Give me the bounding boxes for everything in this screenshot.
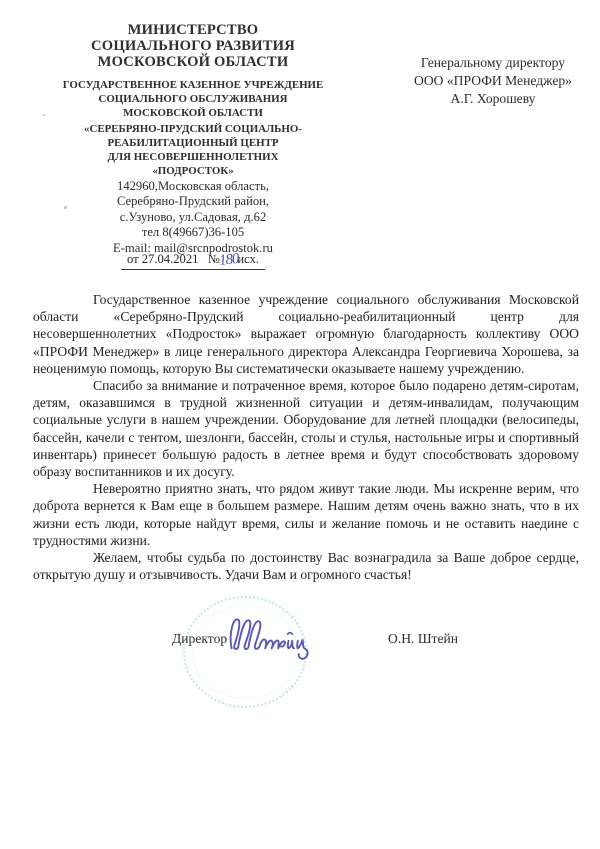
number-sign: № <box>207 252 220 266</box>
body-paragraph: Невероятно приятно знать, что рядом живут такие люди. Мы искренне верим, что доброта вернется к Вам еще в большем размере. Нашим детям очень важно знать, что в их жизни есть люди, которые найдут время, силы и желание помочь и не оставить наедине с трудностями жизни. <box>33 481 579 548</box>
institution-line: МОСКОВСКОЙ ОБЛАСТИ <box>123 106 263 119</box>
center-name <box>26 122 360 178</box>
center-name-line: «ПОДРОСТОК» <box>152 165 234 177</box>
recipient-line: А.Г. Хорошеву <box>450 91 536 107</box>
recipient-line: ООО «ПРОФИ Менеджер» <box>414 73 572 89</box>
body-paragraph: Государственное казенное учреждение социального обслуживания Московской области «Серебряно-Прудский социально-реабилитационный центр для несовершеннолетних «Подросток» выражает огромную благодарность коллективу ООО «ПРОФИ Менеджер» в лице генерального директора Александра Георгиевича Хорошева, за неоценимую помощь, которую Вы систематически оказываете нашему учреждению. <box>33 292 579 376</box>
address-line: E-mail: mail@srcnpodrostok.ru <box>113 240 273 255</box>
address-line: с.Узуново, ул.Садовая, д.62 <box>119 209 267 224</box>
recipient-block <box>393 54 593 109</box>
signature-name: О.Н. Штейн <box>388 631 459 646</box>
center-name-line: РЕАБИЛИТАЦИОННЫЙ ЦЕНТР <box>107 137 279 149</box>
date-number-underlined <box>121 251 265 270</box>
address-line: тел 8(49667)36-105 <box>141 225 245 240</box>
signature-role-label: Директор <box>172 631 228 646</box>
address-line: 142960,Московская область, <box>117 179 269 193</box>
scan-artifact-dot <box>43 114 45 116</box>
ministry-line: СОЦИАЛЬНОГО РАЗВИТИЯ <box>91 38 295 54</box>
institution-header <box>26 79 360 120</box>
address-block <box>26 179 360 256</box>
date-prefix: от 27.04.2021 <box>126 252 199 266</box>
institution-line: СОЦИАЛЬНОГО ОБСЛУЖИВАНИЯ <box>98 92 288 105</box>
date-number-line <box>26 251 360 270</box>
body-paragraph: Желаем, чтобы судьба по достоинству Вас вознаградила за Ваше доброе сердце, открытую душу и отзывчивость. Удачи Вам и огромного счастья! <box>33 550 579 583</box>
center-name-line: ДЛЯ НЕСОВЕРШЕННОЛЕТНИХ <box>107 151 279 163</box>
ministry-line: МОСКОВСКОЙ ОБЛАСТИ <box>97 54 289 70</box>
director-signature-icon <box>226 610 338 668</box>
recipient-line: Генеральному директору <box>420 55 566 70</box>
scan-artifact-dot <box>64 206 67 209</box>
ministry-line: МИНИСТЕРСТВО <box>127 22 259 38</box>
ministry-header <box>26 22 360 70</box>
outgoing-number-handwritten: 180 <box>218 250 240 270</box>
address-line: Серебряно-Прудский район, <box>116 194 270 209</box>
body-paragraph: Спасибо за внимание и потраченное время, которое было подарено детям-сиротам, детям, оказавшимся в трудной жизненной ситуации и детям-инвалидам, получающим социальные услуги в нашем учреждении. Оборудование для летней площадки (велосипеды, бассейн, качели с тентом, шезлонги, бассейн, столы и стулья, настольные игры и спортивный инвентарь) принесет большую радость в летнее время и будут способствовать здоровому образу воспитанников и их досугу. <box>33 378 579 480</box>
number-suffix: исх. <box>237 252 260 266</box>
letter-body <box>33 291 579 583</box>
institution-line: ГОСУДАРСТВЕННОЕ КАЗЕННОЕ УЧРЕЖДЕНИЕ <box>62 79 324 91</box>
center-name-line: «СЕРЕБРЯНО-ПРУДСКИЙ СОЦИАЛЬНО- <box>84 123 302 135</box>
